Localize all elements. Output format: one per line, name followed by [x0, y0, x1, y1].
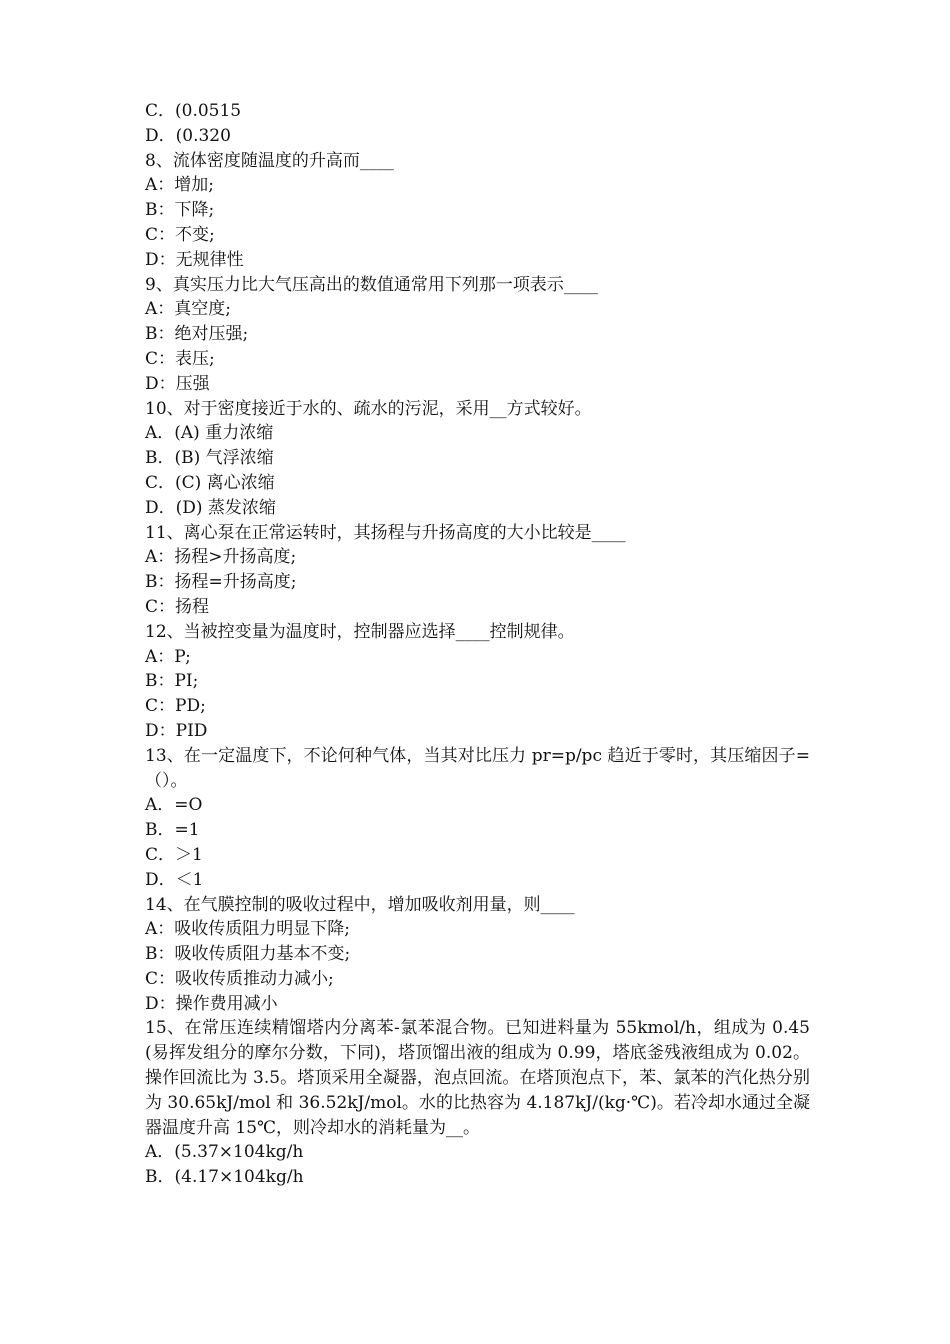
option-d-q12: D：PID — [145, 720, 208, 741]
option-c-q10: C．(C) 离心浓缩 — [145, 472, 275, 493]
option-b-q13: B．=1 — [145, 820, 200, 841]
option-b-q8: B：下降; — [145, 200, 215, 221]
option-a-q13: A．=O — [145, 795, 203, 816]
option-a-q9: A：真空度; — [145, 299, 232, 320]
option-c-q12: C：PD; — [145, 696, 206, 717]
option-d-q13: D．＜1 — [145, 869, 204, 890]
option-a-q14: A：吸收传质阻力明显下降; — [145, 919, 351, 940]
question-15: 15、在常压连续精馏塔内分离苯-氯苯混合物。已知进料量为 55kmol/h，组成为 0.45 (易挥发组分的摩尔分数，下同)，塔顶馏出液的组成为 0.99，塔底釜残液组成为 0.02。操作回流比为 3.5。塔顶采用全凝器，泡点回流。在塔顶泡点下，苯、氯苯的汽化热分别为 30.65kJ/mol 和 36.52kJ/mol。水的比热容为 4.187kJ/(kg·℃)。若冷却水通过全凝器温度升高 15℃，则冷却水的消耗量为__。 — [145, 1018, 810, 1138]
option-b-q11: B：扬程=升扬高度; — [145, 572, 297, 593]
question-13: 13、在一定温度下，不论何种气体，当其对比压力 pr=p/pc 趋近于零时，其压缩因子=（）。 — [145, 745, 810, 791]
option-d-q9: D：压强 — [145, 373, 210, 394]
question-9: 9、真实压力比大气压高出的数值通常用下列那一项表示____ — [145, 274, 598, 295]
document-content — [145, 99, 810, 1190]
option-c-q8: C：不变; — [145, 224, 215, 245]
option-c-q11: C：扬程 — [145, 596, 210, 617]
option-b-q9: B：绝对压强; — [145, 324, 249, 345]
option-a-q12: A：P; — [145, 646, 191, 667]
option-a-q10: A．(A) 重力浓缩 — [145, 423, 274, 444]
option-b-q14: B：吸收传质阻力基本不变; — [145, 944, 351, 965]
option-a-q11: A：扬程>升扬高度; — [145, 547, 297, 568]
question-14: 14、在气膜控制的吸收过程中，增加吸收剂用量，则____ — [145, 894, 575, 915]
option-d-q7: D．(0.320 — [145, 125, 231, 146]
option-a-q15: A．(5.37×104kg/h — [145, 1142, 304, 1163]
option-b-q10: B．(B) 气浮浓缩 — [145, 448, 274, 469]
option-a-q8: A：增加; — [145, 175, 215, 196]
option-c-q7: C．(0.0515 — [145, 101, 242, 121]
option-c-q14: C：吸收传质推动力减小; — [145, 968, 334, 989]
option-c-q13: C．＞1 — [145, 844, 203, 865]
question-11: 11、离心泵在正常运转时，其扬程与升扬高度的大小比较是____ — [145, 522, 626, 543]
option-d-q10: D．(D) 蒸发浓缩 — [145, 497, 276, 518]
question-12: 12、当被控变量为温度时，控制器应选择____控制规律。 — [145, 621, 575, 642]
option-c-q9: C：表压; — [145, 348, 215, 369]
option-d-q8: D：无规律性 — [145, 249, 244, 270]
question-8: 8、流体密度随温度的升高而____ — [145, 150, 394, 171]
option-d-q14: D：操作费用减小 — [145, 993, 278, 1014]
option-b-q12: B：PI; — [145, 671, 199, 692]
option-b-q15: B．(4.17×104kg/h — [145, 1167, 304, 1188]
question-10: 10、对于密度接近于水的、疏水的污泥，采用__方式较好。 — [145, 398, 592, 419]
